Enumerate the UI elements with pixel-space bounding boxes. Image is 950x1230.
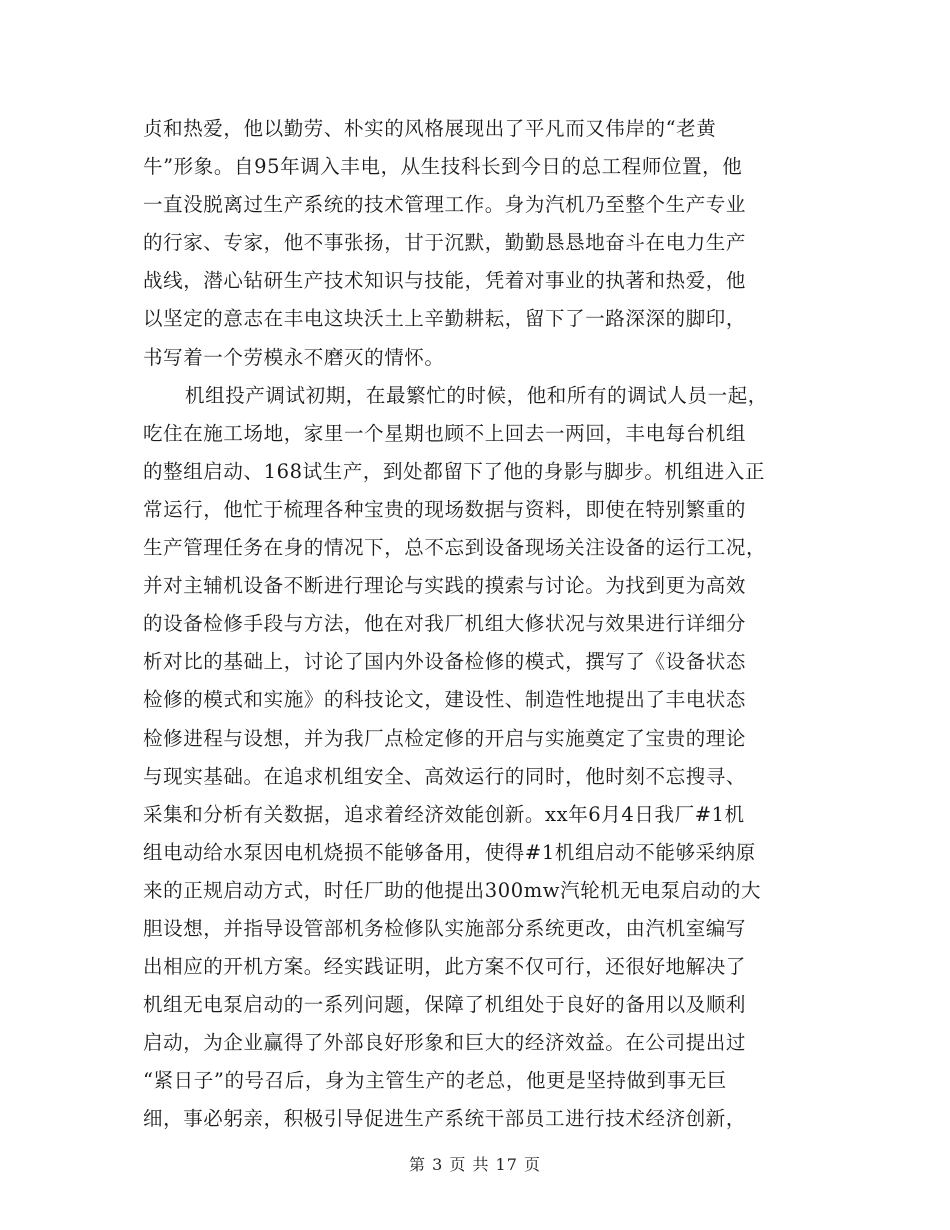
text-line: 与现实基础。在追求机组安全、高效运行的同时，他时刻不忘搜寻、	[143, 764, 747, 788]
text-line: 生产管理任务在身的情况下，总不忘到设备现场关注设备的运行工况，	[143, 536, 767, 560]
text-line: 以坚定的意志在丰电这块沃土上辛勤耕耘，留下了一路深深的脚印，	[143, 307, 747, 331]
text-line: 常运行，他忙于梳理各种宝贵的现场数据与资料，即使在特别繁重的	[143, 497, 747, 521]
text-line: 的设备检修手段与方法，他在对我厂机组大修状况与效果进行详细分	[143, 612, 747, 636]
text-line: 出相应的开机方案。经实践证明，此方案不仅可行，还很好地解决了	[143, 955, 747, 979]
text-line: 启动，为企业赢得了外部良好形象和巨大的经济效益。在公司提出过	[143, 1031, 747, 1055]
text-line: 并对主辅机设备不断进行理论与实践的摸索与讨论。为找到更为高效	[143, 574, 747, 598]
text-line: 战线，潜心钻研生产技术知识与技能，凭着对事业的执著和热爱，他	[143, 269, 747, 293]
text-line: 来的正规启动方式，时任厂助的他提出300mw汽轮机无电泵启动的大	[143, 878, 762, 902]
text-line: 一直没脱离过生产系统的技术管理工作。身为汽机乃至整个生产专业	[143, 193, 747, 217]
text-line: 牛”形象。自95年调入丰电，从生技科长到今日的总工程师位置，他	[143, 155, 743, 179]
text-line: 胆设想，并指导设管部机务检修队实施部分系统更改，由汽机室编写	[143, 916, 747, 940]
text-line: 检修进程与设想，并为我厂点检定修的开启与实施奠定了宝贵的理论	[143, 726, 747, 750]
page-number-footer: 第 3 页 共 17 页	[409, 1155, 541, 1174]
text-line: 的行家、专家，他不事张扬，甘于沉默，勤勤恳恳地奋斗在电力生产	[143, 231, 747, 255]
text-line: 组电动给水泵因电机烧损不能够备用，使得#1机组启动不能够采纳原	[143, 840, 756, 864]
text-line: 的整组启动、168试生产，到处都留下了他的身影与脚步。机组进入正	[143, 459, 765, 483]
text-line: 细，事必躬亲，积极引导促进生产系统干部员工进行技术经济创新，	[143, 1107, 747, 1131]
text-line: 书写着一个劳模永不磨灭的情怀。	[143, 345, 445, 369]
body-text	[143, 110, 813, 1139]
text-line: 贞和热爱，他以勤劳、朴实的风格展现出了平凡而又伟岸的“老黄	[143, 117, 717, 140]
text-line: 吃住在施工场地，家里一个星期也顾不上回去一两回，丰电每台机组	[143, 421, 747, 445]
text-line: 机组无电泵启动的一系列问题，保障了机组处于良好的备用以及顺利	[143, 993, 747, 1017]
text-line: 检修的模式和实施》的科技论文，建设性、制造性地提出了丰电状态	[143, 688, 747, 712]
text-line: “紧日子”的号召后，身为主管生产的老总，他更是坚持做到事无巨	[143, 1069, 727, 1093]
paragraph-first-line: 机组投产调试初期，在最繁忙的时候，他和所有的调试人员一起，	[185, 383, 768, 407]
text-line: 析对比的基础上，讨论了国内外设备检修的模式，撰写了《设备状态	[143, 650, 747, 674]
text-line: 采集和分析有关数据，追求着经济效能创新。xx年6月4日我厂#1机	[143, 802, 745, 826]
